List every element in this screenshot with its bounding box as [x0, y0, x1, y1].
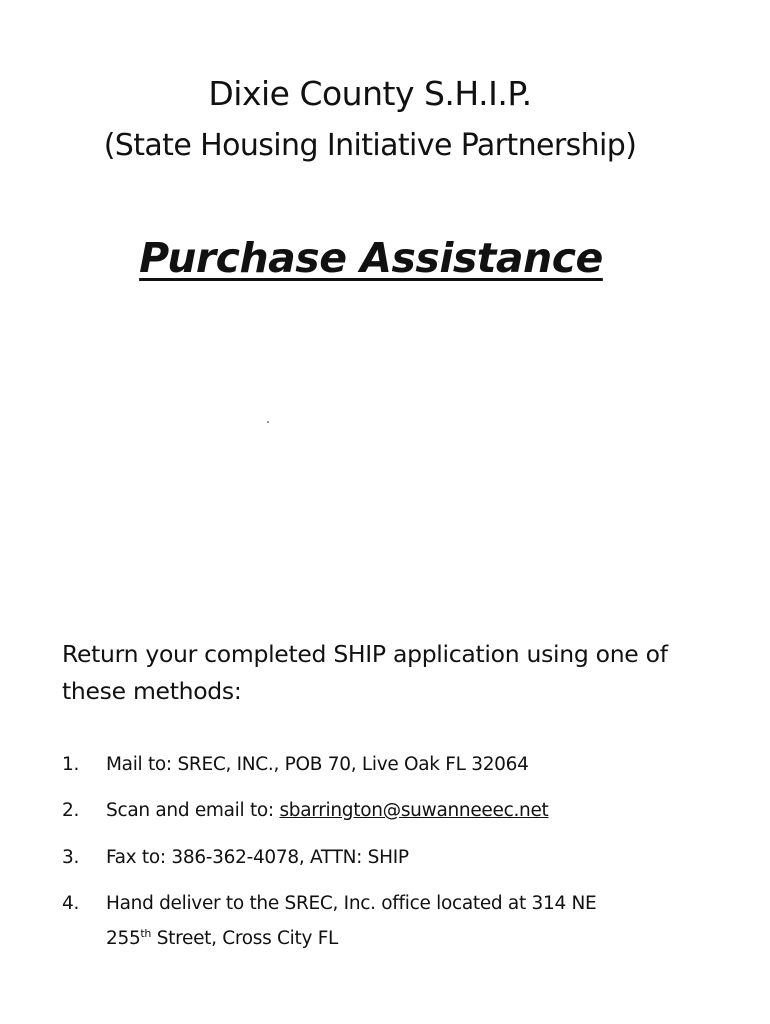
method-text — [106, 889, 706, 954]
method-number: 3. — [62, 847, 80, 868]
document-subtitle: (State Housing Initiative Partnership) — [103, 128, 637, 163]
method-text: Fax to: 386-362-4078, ATTN: SHIP — [106, 847, 409, 868]
document-title: Dixie County S.H.I.P. — [208, 74, 532, 113]
method-number: 4. — [62, 893, 80, 914]
address-line-1: Hand deliver to the SREC, Inc. office located at 314 NE — [106, 893, 597, 914]
method-number: 1. — [62, 754, 80, 775]
method-text — [106, 796, 706, 826]
scan-speck — [267, 421, 269, 423]
street-number: 255 — [106, 928, 141, 950]
section-heading: Purchase Assistance — [139, 234, 603, 282]
street-ordinal: th — [140, 927, 152, 940]
method-email-label: Scan and email to: — [106, 800, 280, 821]
email-link[interactable]: sbarrington@suwanneeec.net — [279, 800, 549, 821]
address-line-2: Street, Cross City FL — [151, 928, 339, 950]
method-text: Mail to: SREC, INC., POB 70, Live Oak FL 32064 — [106, 754, 529, 775]
method-number: 2. — [62, 800, 80, 821]
return-instructions: Return your completed SHIP application using one of these methods: — [62, 640, 668, 705]
